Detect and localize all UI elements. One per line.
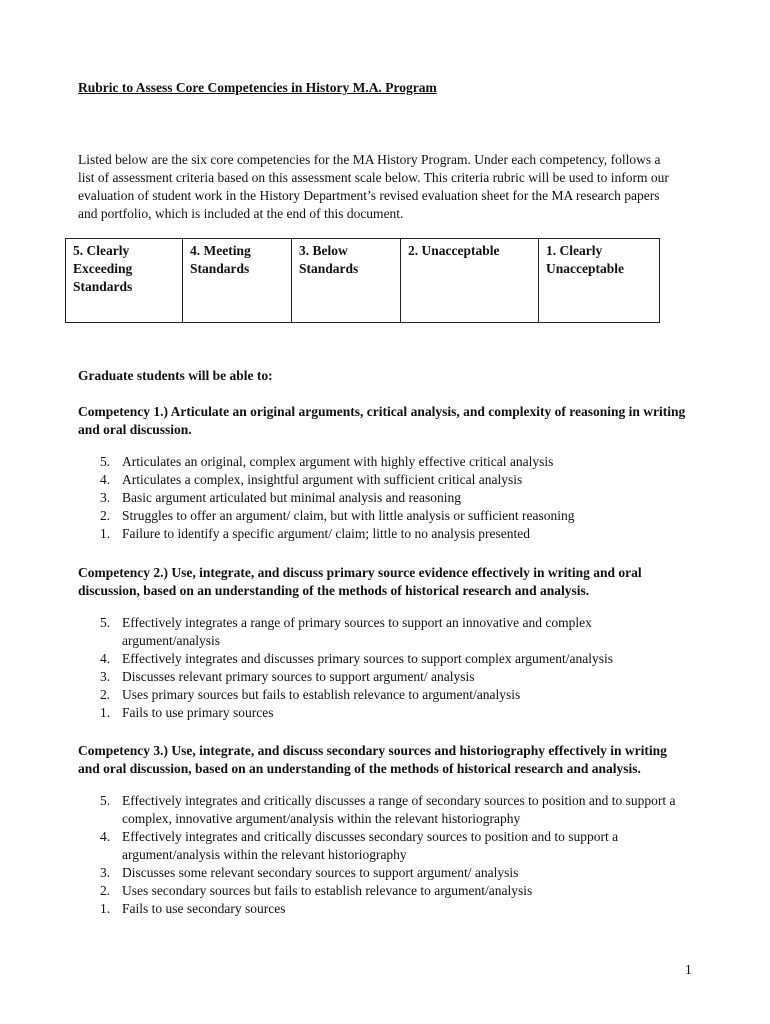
- criterion-text: Discusses some relevant secondary sources to support argument/ analysis: [122, 865, 519, 880]
- scale-cell-2: 2. Unacceptable: [401, 239, 539, 323]
- lead-in-text: Graduate students will be able to:: [78, 368, 273, 383]
- list-item: [100, 525, 690, 543]
- criterion-number: 2.: [100, 508, 111, 523]
- criterion-text: Uses primary sources but fails to establish relevance to argument/analysis: [122, 687, 521, 702]
- criterion-text: Articulates a complex, insightful argument with sufficient critical analysis: [122, 472, 523, 487]
- scale-cell-4: 4. Meeting Standards: [183, 239, 292, 323]
- assessment-scale-table: [65, 238, 660, 323]
- scale-cell-3: 3. Below Standards: [292, 239, 401, 323]
- list-item: [100, 489, 690, 507]
- criterion-number: 3.: [100, 669, 111, 684]
- competency-2: [78, 564, 690, 722]
- criterion-number: 5.: [100, 615, 111, 630]
- list-item: [100, 686, 690, 704]
- criterion-text: Effectively integrates and critically discusses secondary sources to position and to support a argument/analysis within the relevant historiography: [122, 829, 619, 862]
- intro-paragraph: Listed below are the six core competencies for the MA History Program. Under each competency, follows a list of assessment criteria based on this assessment scale below. This criteria rubric will be used to inform our evaluation of student work in the History Department’s revised evaluation sheet for the MA research papers and portfolio, which is included at the end of this document.: [78, 152, 669, 221]
- criterion-number: 3.: [100, 865, 111, 880]
- criterion-text: Discusses relevant primary sources to support argument/ analysis: [122, 669, 475, 684]
- list-item: [100, 882, 690, 900]
- criterion-number: 4.: [100, 472, 111, 487]
- criterion-text: Basic argument articulated but minimal analysis and reasoning: [122, 490, 462, 505]
- criterion-number: 3.: [100, 490, 111, 505]
- list-item: [100, 453, 690, 471]
- list-item: [100, 650, 690, 668]
- competency-3: [78, 742, 690, 918]
- list-item: [100, 471, 690, 489]
- criterion-text: Articulates an original, complex argument with highly effective critical analysis: [122, 454, 554, 469]
- competency-2-criteria: [78, 614, 690, 722]
- list-item: [100, 828, 690, 864]
- page-number: 1: [685, 962, 692, 977]
- criterion-number: 1.: [100, 526, 111, 541]
- criterion-text: Fails to use primary sources: [122, 705, 274, 720]
- competency-1-criteria: [78, 453, 690, 543]
- criterion-number: 1.: [100, 901, 111, 916]
- document-title: Rubric to Assess Core Competencies in History M.A. Program: [78, 80, 437, 95]
- criterion-number: 4.: [100, 651, 111, 666]
- criterion-text: Uses secondary sources but fails to establish relevance to argument/analysis: [122, 883, 533, 898]
- scale-row: [66, 239, 660, 323]
- competency-1: [78, 403, 690, 543]
- list-item: [100, 614, 690, 650]
- list-item: [100, 704, 690, 722]
- list-item: [100, 900, 690, 918]
- criterion-text: Effectively integrates a range of primary sources to support an innovative and complex argument/analysis: [122, 615, 592, 648]
- list-item: [100, 792, 690, 828]
- criterion-number: 5.: [100, 454, 111, 469]
- criterion-number: 5.: [100, 793, 111, 808]
- criterion-text: Struggles to offer an argument/ claim, but with little analysis or sufficient reasoning: [122, 508, 575, 523]
- competency-3-criteria: [78, 792, 690, 918]
- competency-1-title: Competency 1.) Articulate an original arguments, critical analysis, and complexity of reasoning in writing and oral discussion.: [78, 404, 686, 437]
- criterion-text: Fails to use secondary sources: [122, 901, 286, 916]
- criterion-number: 4.: [100, 829, 111, 844]
- criterion-number: 2.: [100, 883, 111, 898]
- criterion-number: 2.: [100, 687, 111, 702]
- scale-cell-1: 1. Clearly Unacceptable: [539, 239, 660, 323]
- criterion-text: Effectively integrates and discusses primary sources to support complex argument/analysis: [122, 651, 614, 666]
- criterion-number: 1.: [100, 705, 111, 720]
- list-item: [100, 864, 690, 882]
- list-item: [100, 507, 690, 525]
- list-item: [100, 668, 690, 686]
- competency-2-title: Competency 2.) Use, integrate, and discuss primary source evidence effectively in writing and oral discussion, based on an understanding of the methods of historical research and analysis.: [78, 565, 642, 598]
- criterion-text: Failure to identify a specific argument/ claim; little to no analysis presented: [122, 526, 531, 541]
- competency-3-title: Competency 3.) Use, integrate, and discuss secondary sources and historiography effectively in writing and oral discussion, based on an understanding of the methods of historical research and analysis.: [78, 743, 667, 776]
- criterion-text: Effectively integrates and critically discusses a range of secondary sources to position and to support a complex, innovative argument/analysis within the relevant historiography: [122, 793, 676, 826]
- scale-cell-5: 5. Clearly Exceeding Standards: [66, 239, 183, 323]
